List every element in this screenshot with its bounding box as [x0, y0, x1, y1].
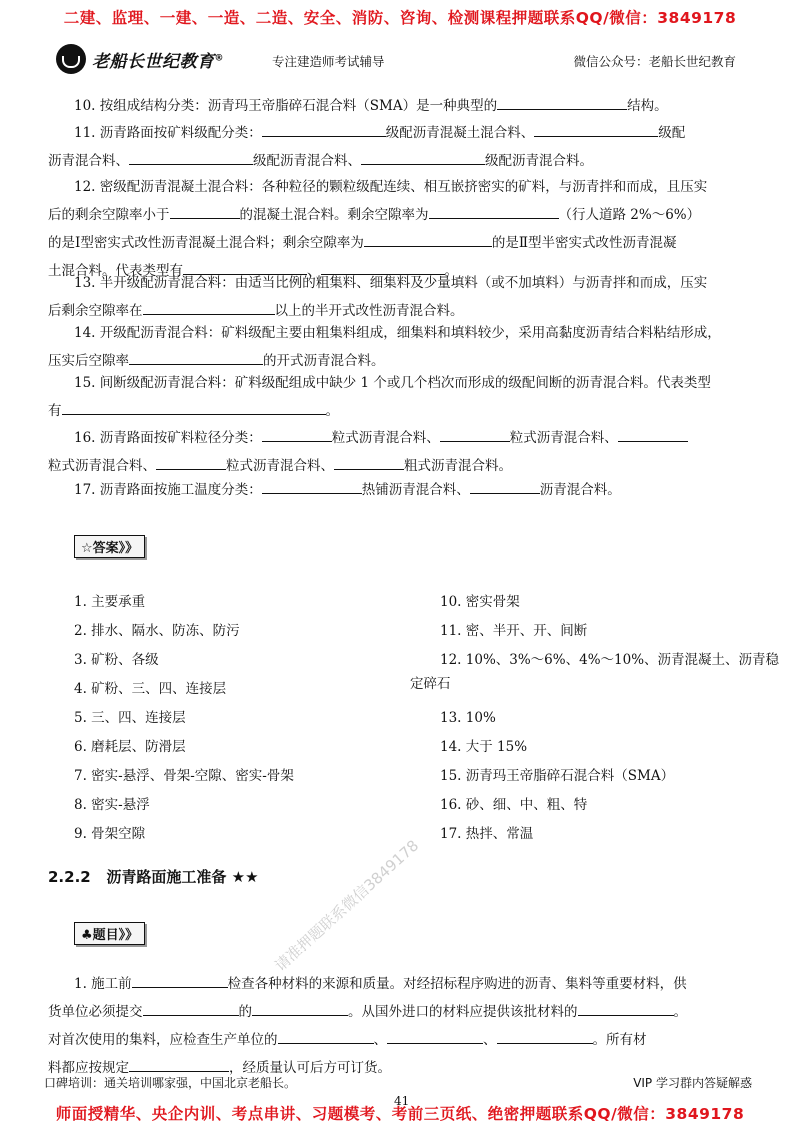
answer-blank[interactable]: [262, 476, 362, 494]
watermark: 请准押题联系微信3849178: [271, 836, 423, 975]
answer-blank[interactable]: [262, 119, 386, 137]
answer-blank[interactable]: [129, 147, 253, 165]
answer-blank[interactable]: [470, 476, 540, 494]
question-section-tag: ♣题目》》: [74, 922, 145, 945]
answer-blank[interactable]: [252, 998, 348, 1016]
top-banner: 二建、监理、一建、一造、二造、安全、消防、咨询、检测课程押题联系QQ/微信：3849178: [63, 9, 737, 27]
header-slogan: 专注建造师考试辅导: [272, 54, 385, 69]
answer-blank[interactable]: [262, 424, 332, 442]
answer-list-right: [410, 592, 779, 853]
answer-blank[interactable]: [497, 92, 627, 110]
answer-item: 8. 密实-悬浮: [74, 797, 150, 813]
answer-blank[interactable]: [387, 1026, 483, 1044]
answer-blank[interactable]: [278, 1026, 374, 1044]
answer-blank[interactable]: [361, 147, 485, 165]
answer-item: 4. 矿粉、三、四、连接层: [74, 681, 227, 697]
answer-blank[interactable]: [440, 424, 510, 442]
question-10: 10. 按组成结构分类：沥青玛王帝脂碎石混合料（SMA）是一种典型的 结构。: [48, 92, 748, 120]
answer-item: 16. 砂、细、中、粗、特: [440, 797, 588, 813]
answer-item: 11. 密、半开、开、间断: [440, 623, 588, 639]
answer-item-continued: 定碎石: [410, 676, 451, 692]
bottom-banner: 师面授精华、央企内训、考点串讲、习题模考、考前三页纸、绝密押题联系QQ/微信：3849178: [55, 1105, 745, 1123]
question-17: 17. 沥青路面按施工温度分类： 热铺沥青混合料、 沥青混合料。: [48, 476, 748, 504]
answer-blank[interactable]: [364, 229, 492, 247]
logo-text: 老船长世纪教育®: [92, 51, 224, 72]
ship-logo-icon: [56, 44, 86, 74]
answer-blank[interactable]: [534, 119, 658, 137]
answer-blank[interactable]: [132, 970, 228, 988]
answer-item: 12. 10%、3%～6%、4%～10%、沥青混凝土、沥青稳: [440, 652, 780, 668]
answer-item: 3. 矿粉、各级: [74, 652, 159, 668]
answer-list-left: [74, 592, 294, 853]
answer-blank[interactable]: [62, 397, 326, 415]
question-14: 14. 开级配沥青混合料：矿料级配主要由粗集料组成，细集料和填料较少，采用高黏度沥青结合料粘结形成， 压实后空隙率 的开式沥青混合料。: [48, 325, 721, 369]
section-heading: 2.2.2 沥青路面施工准备 ★★: [48, 868, 259, 886]
answer-item: 13. 10%: [440, 710, 496, 726]
answer-item: 2. 排水、隔水、防冻、防污: [74, 623, 240, 639]
answer-item: 17. 热拌、常温: [440, 826, 534, 842]
question-16: 16. 沥青路面按矿料粒径分类： 粒式沥青混合料、 粒式沥青混合料、 粒式沥青混合料、 粒式沥青混合料、 粗式沥青混合料。: [48, 424, 748, 480]
answer-blank[interactable]: [170, 201, 240, 219]
header-wechat: 微信公众号：老船长世纪教育: [573, 54, 736, 69]
answer-blank[interactable]: [497, 1026, 593, 1044]
answer-blank[interactable]: [429, 201, 559, 219]
answer-blank[interactable]: [156, 452, 226, 470]
answer-blank[interactable]: [129, 347, 263, 365]
logo: [56, 44, 224, 74]
question-15: 15. 间断级配沥青混合料：矿料级配组成中缺少 1 个或几个档次而形成的级配间断的沥青混合料。代表类型 有 。: [48, 375, 711, 419]
answer-item: 14. 大于 15%: [440, 739, 528, 755]
answer-item: 7. 密实-悬浮、骨架-空隙、密实-骨架: [74, 768, 294, 784]
answer-blank[interactable]: [143, 998, 239, 1016]
question-13: 13. 半开级配沥青混合料：由适当比例的粗集料、细集料及少量填料（或不加填料）与沥青拌和而成，压实 后剩余空隙率在 以上的半开式改性沥青混合料。: [48, 275, 708, 319]
footer-right: VIP 学习群内答疑解惑: [633, 1076, 752, 1090]
page-number: 41: [394, 1094, 410, 1108]
answer-blank[interactable]: [334, 452, 404, 470]
answer-blank[interactable]: [129, 1054, 229, 1072]
answer-item: 15. 沥青玛王帝脂碎石混合料（SMA）: [440, 768, 675, 784]
answer-item: 5. 三、四、连接层: [74, 710, 186, 726]
page-header: [50, 42, 750, 82]
answer-item: 10. 密实骨架: [440, 594, 520, 610]
answer-blank[interactable]: [618, 424, 688, 442]
answer-item: 9. 骨架空隙: [74, 826, 146, 842]
answer-item: 6. 磨耗层、防滑层: [74, 739, 186, 755]
answer-blank[interactable]: [143, 297, 275, 315]
footer-left: 口碑培训：通关培训哪家强，中国北京老船长。: [44, 1076, 297, 1090]
question-1: 1. 施工前 检查各种材料的来源和质量。对经招标程序购进的沥青、集料等重要材料，供 货单位必须提交 的 。从国外进口的材料应提供该批材料的 。 对首次使用的集料，应检查生产单位的 、 、 。所有材 料都应按规定 ，经质量认可后方可订货。: [48, 970, 748, 1082]
answer-section-tag: ☆答案》》: [74, 535, 145, 558]
question-12: 12. 密级配沥青混凝土混合料：各种粒径的颗粒级配连续、相互嵌挤密实的矿料，与沥青拌和而成，且压实 后的剩余空隙率小于 的混凝土混合料。剩余空隙率为 （行人道路 2%～6%） 的是Ⅰ型密实式改性沥青混凝土混合料；剩余空隙率为 的是Ⅱ型半密实式改性沥青混凝 土混合料。代表类型有 、 。: [48, 179, 708, 279]
answer-blank[interactable]: [578, 998, 674, 1016]
question-11: 11. 沥青路面按矿料级配分类： 级配沥青混凝土混合料、 级配 沥青混合料、 级配沥青混合料、 级配沥青混合料。: [48, 119, 748, 175]
answer-item: 1. 主要承重: [74, 594, 146, 610]
star-rating: ★★: [231, 868, 259, 886]
